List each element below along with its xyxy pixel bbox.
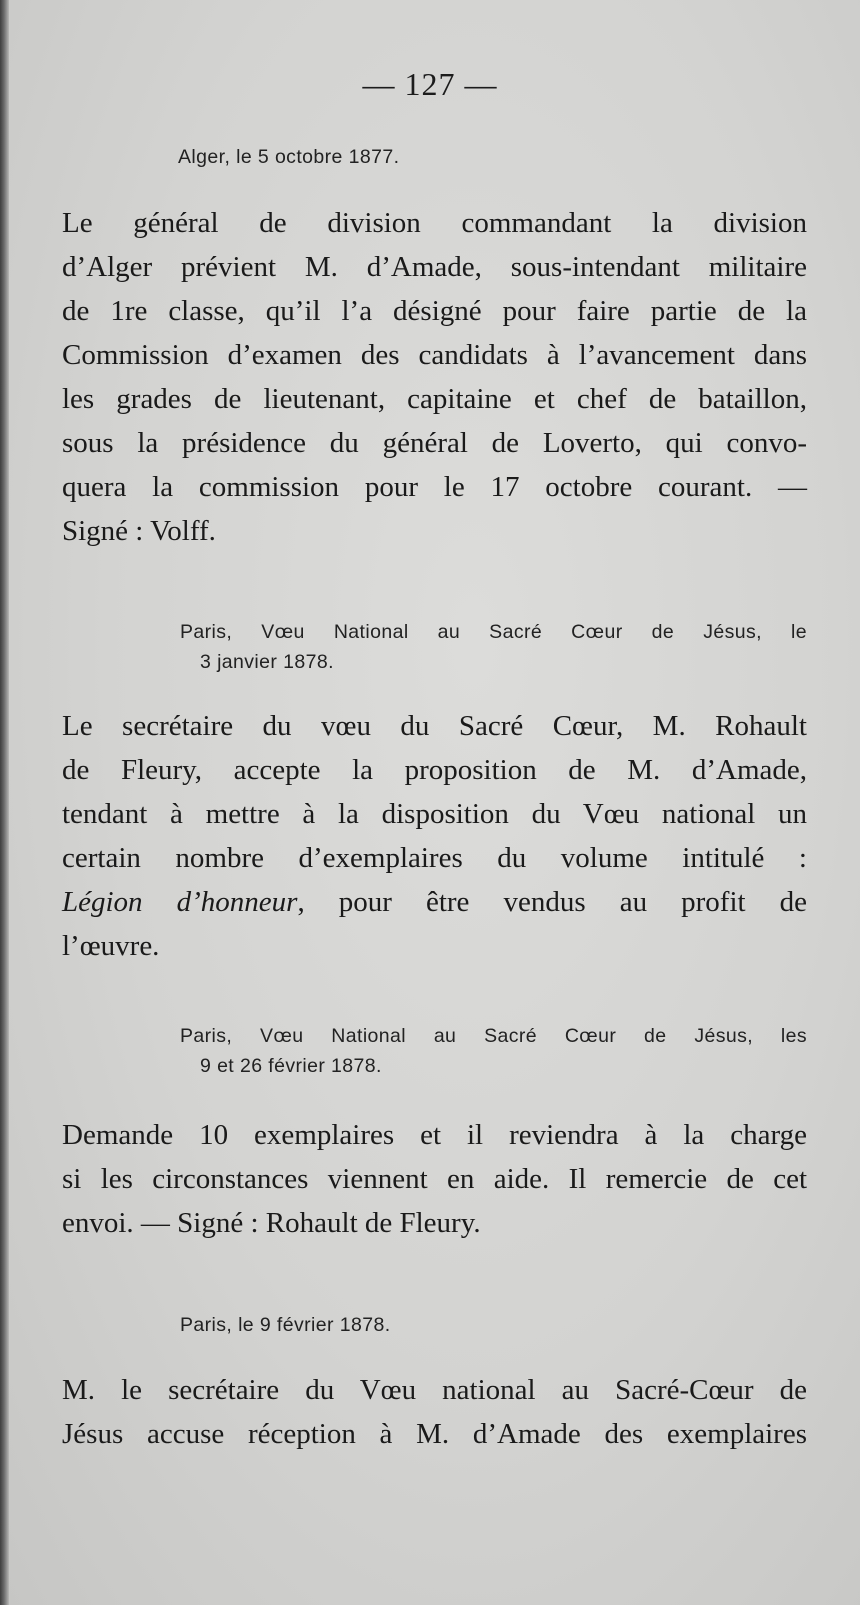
text-line: de Fleury, accepte la proposition de M. d’Amade, — [62, 754, 807, 786]
text-line: quera la commission pour le 17 octobre courant. — — [62, 471, 807, 503]
text-line: M. le secrétaire du Vœu national au Sacré-Cœur de — [62, 1374, 807, 1406]
text-line: envoi. — Signé : Rohault de Fleury. — [62, 1207, 481, 1239]
dateline-line: 3 janvier 1878. — [200, 651, 334, 673]
text-line: sous la présidence du général de Loverto, qui convo- — [62, 427, 807, 459]
paragraph-2 — [62, 704, 807, 968]
text-line: d’Alger prévient M. d’Amade, sous-intendant militaire — [62, 251, 807, 283]
dateline-line: 9 et 26 février 1878. — [200, 1055, 382, 1077]
dateline-3 — [180, 1021, 807, 1081]
text-line: Le secrétaire du vœu du Sacré Cœur, M. Rohault — [62, 710, 807, 742]
dateline-line: Paris, Vœu National au Sacré Cœur de Jésus, le — [180, 621, 807, 643]
dateline-4 — [180, 1310, 391, 1340]
text-line: les grades de lieutenant, capitaine et chef de bataillon, — [62, 383, 807, 415]
page-binding-edge — [0, 0, 9, 1605]
paragraph-1 — [62, 201, 807, 553]
text-line: certain nombre d’exemplaires du volume intitulé : — [62, 842, 807, 874]
text-line: tendant à mettre à la disposition du Vœu national un — [62, 798, 807, 830]
text-line: Demande 10 exemplaires et il reviendra à la charge — [62, 1119, 807, 1151]
book-title: Légion d’honneur — [62, 886, 298, 918]
dateline-line: Alger, le 5 octobre 1877. — [178, 146, 400, 168]
text-line: si les circonstances viennent en aide. Il remercie de cet — [62, 1163, 807, 1195]
text-line: Signé : Volff. — [62, 515, 216, 547]
text-line: l’œuvre. — [62, 930, 160, 962]
dateline-line: Paris, le 9 février 1878. — [180, 1314, 391, 1336]
text-line: de 1re classe, qu’il l’a désigné pour faire partie de la — [62, 295, 807, 327]
text-line: Commission d’examen des candidats à l’avancement dans — [62, 339, 807, 371]
dateline-2 — [180, 617, 807, 677]
text-line: Le général de division commandant la division — [62, 207, 807, 239]
text-line: Jésus accuse réception à M. d’Amade des exemplaires — [62, 1418, 807, 1450]
text-line-with-title — [62, 880, 807, 924]
paragraph-4 — [62, 1368, 807, 1456]
paragraph-3 — [62, 1113, 807, 1245]
page-number: — 127 — — [362, 66, 498, 102]
dateline-1 — [178, 142, 399, 172]
dateline-line: Paris, Vœu National au Sacré Cœur de Jésus, les — [180, 1025, 807, 1047]
text-fragment: , pour être vendus au profit de — [297, 886, 807, 918]
